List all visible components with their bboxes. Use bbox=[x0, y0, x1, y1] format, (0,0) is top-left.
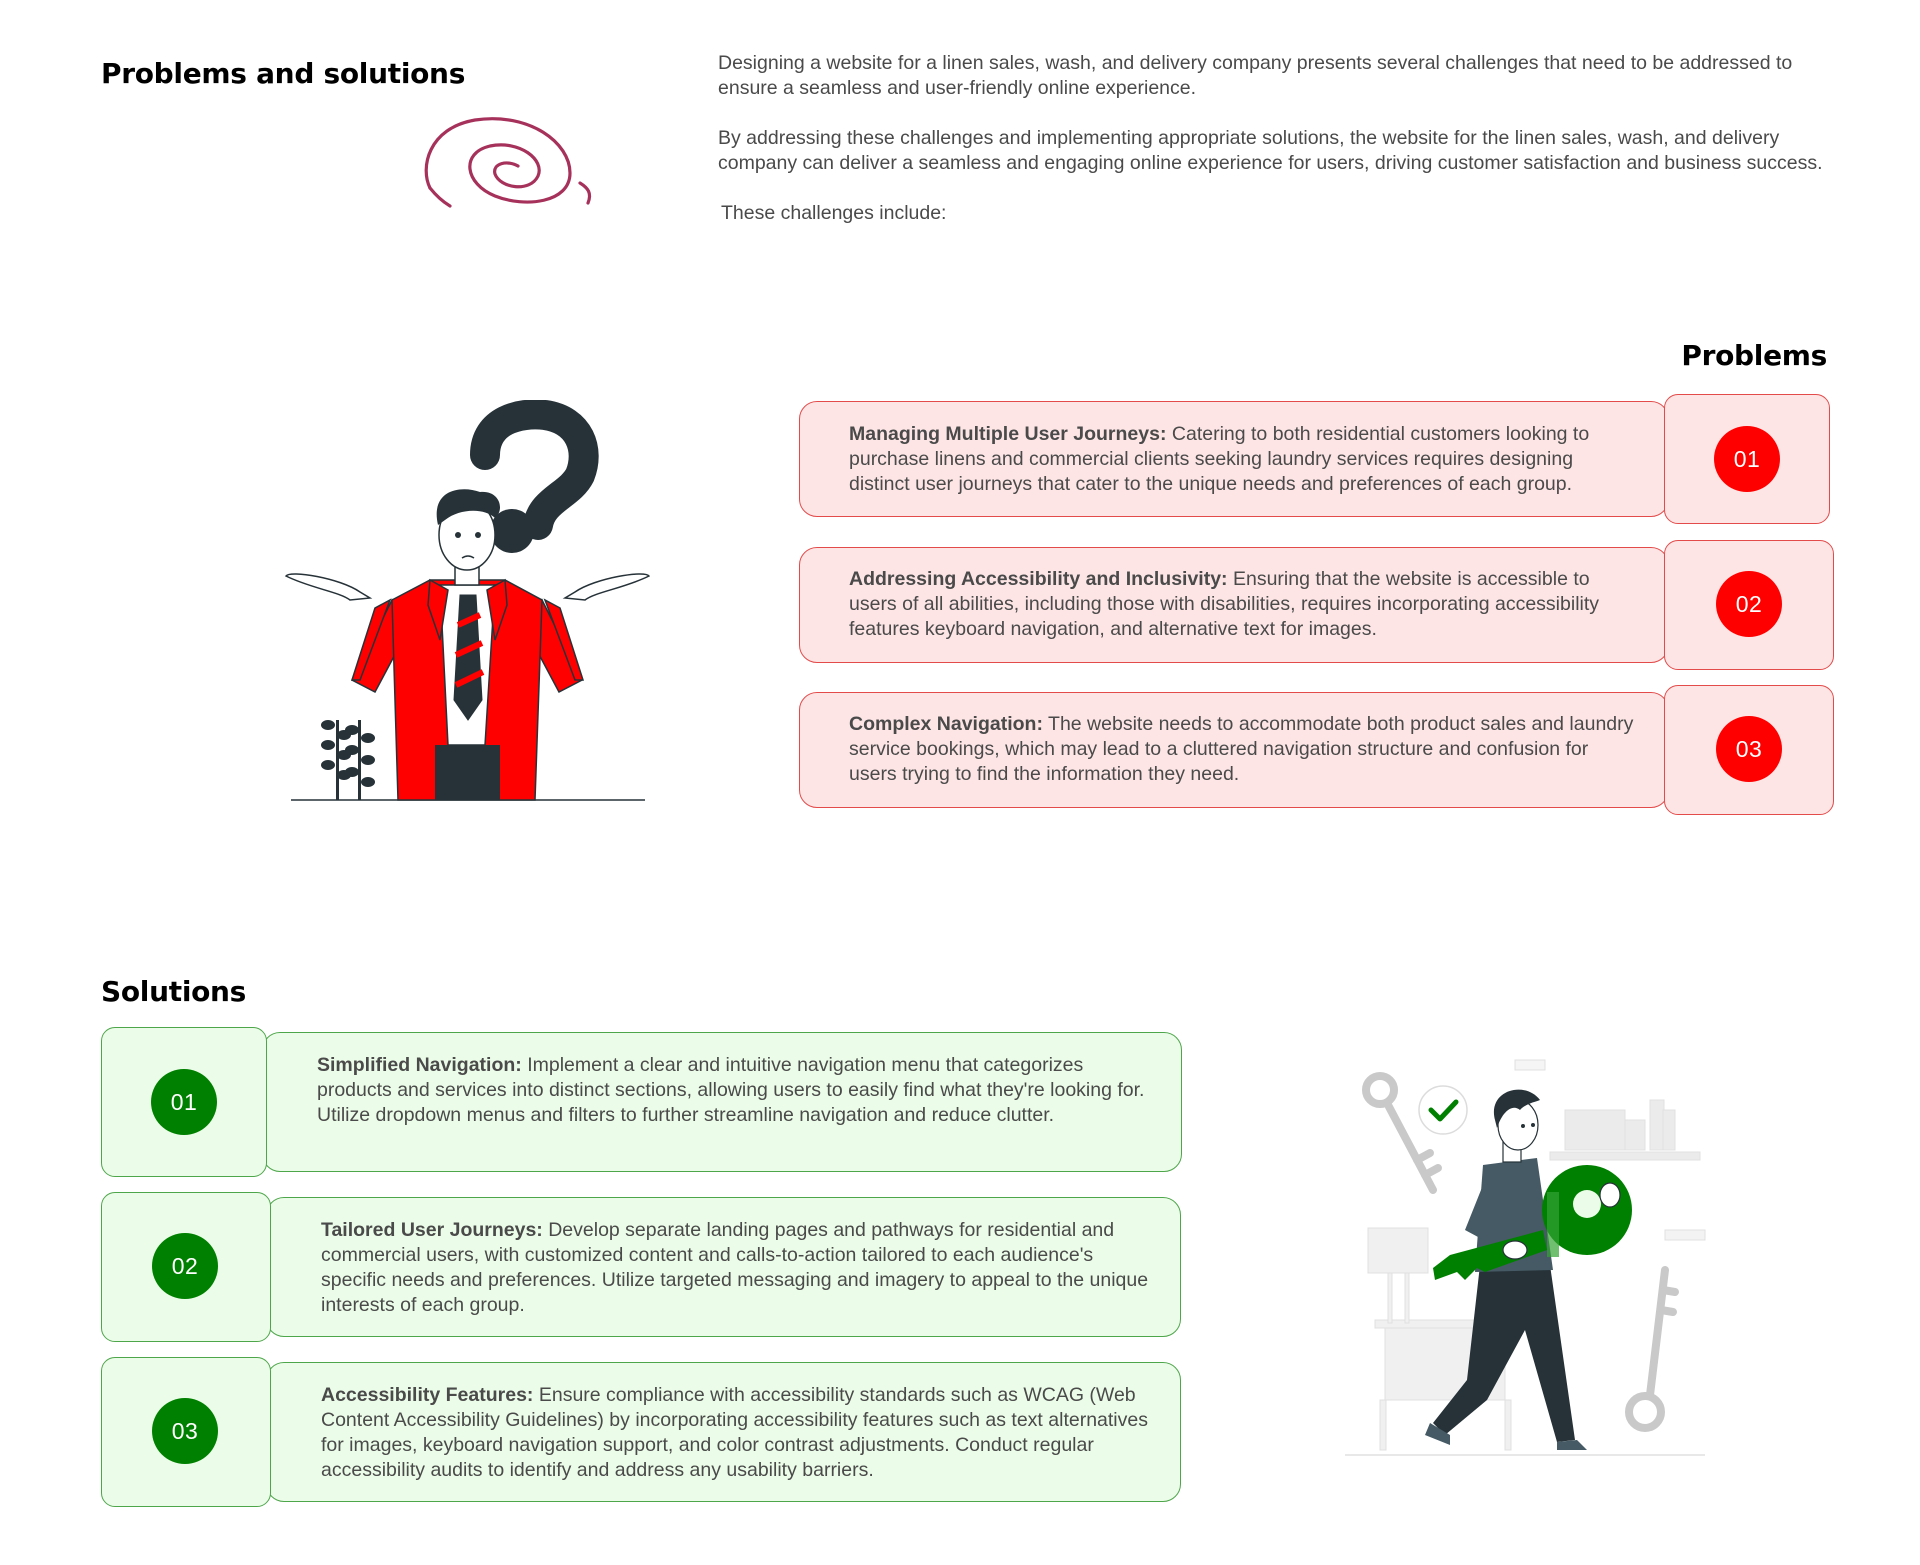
solution-title-3: Accessibility Features: bbox=[321, 1384, 534, 1406]
man-carrying-key-illustration bbox=[1325, 1040, 1725, 1470]
problem-body-1: Catering to both residential customers looking to purchase linens and commercial clients seeking laundry services requires designing distinct user journeys that cater to the unique needs and preferences of each group. bbox=[849, 423, 1590, 495]
problem-body-2: Ensuring that the website is accessible to users of all abilities, including those with disabilities, requires incorporating accessibility features keyboard navigation, and alternative text for images. bbox=[849, 568, 1600, 640]
solution-title-1: Simplified Navigation: bbox=[317, 1054, 522, 1076]
solution-body-1: Implement a clear and intuitive navigation menu that categorizes products and services into distinct sections, allowing users to easily find what they're looking for. Utilize dropdown menus and filters to further streamline navigation and reduce clutter. bbox=[317, 1054, 1145, 1126]
confused-man-illustration bbox=[280, 400, 660, 805]
page-title: Problems and solutions bbox=[101, 57, 466, 90]
intro-paragraph-2: By addressing these challenges and implementing appropriate solutions, the website for the linen sales, wash, and delivery company can deliver a seamless and engaging online experience for users, driving customer satisfaction and business success. bbox=[718, 127, 1823, 174]
solution-body-2: Develop separate landing pages and pathways for residential and commercial users, with customized content and calls-to-action tailored to each audience's specific needs and preferences. Utilize targeted messaging and imagery to appeal to the unique interests of each group. bbox=[321, 1219, 1149, 1316]
problem-title-2: Addressing Accessibility and Inclusivity: bbox=[849, 568, 1228, 590]
solution-text-3 bbox=[321, 1383, 1161, 1483]
intro-lead: These challenges include: bbox=[721, 202, 947, 224]
solution-number-1: 01 bbox=[151, 1069, 217, 1135]
solutions-heading: Solutions bbox=[101, 975, 247, 1008]
problem-number-1: 01 bbox=[1714, 426, 1780, 492]
problems-heading: Problems bbox=[1681, 339, 1827, 372]
solution-number-3: 03 bbox=[152, 1398, 218, 1464]
problem-title-1: Managing Multiple User Journeys: bbox=[849, 423, 1167, 445]
swirl-scribble-icon bbox=[420, 108, 595, 218]
solution-title-2: Tailored User Journeys: bbox=[321, 1219, 543, 1241]
solution-text-2 bbox=[321, 1218, 1161, 1318]
problem-text-2 bbox=[849, 567, 1634, 642]
intro-section bbox=[718, 51, 1828, 251]
problem-number-3: 03 bbox=[1716, 716, 1782, 782]
solution-body-3: Ensure compliance with accessibility standards such as WCAG (Web Content Accessibility Guidelines) by incorporating accessibility features such as text alternatives for images, keyboard navigation support, and color contrast adjustments. Conduct regular accessibility audits to identify and address any usability barriers. bbox=[321, 1384, 1148, 1481]
problem-text-1 bbox=[849, 422, 1634, 497]
problem-text-3 bbox=[849, 712, 1634, 787]
solution-text-1 bbox=[317, 1053, 1157, 1128]
solution-number-2: 02 bbox=[152, 1233, 218, 1299]
problem-title-3: Complex Navigation: bbox=[849, 713, 1043, 735]
problem-body-3: The website needs to accommodate both product sales and laundry service bookings, which may lead to a cluttered navigation structure and confusion for users trying to find the information they need. bbox=[849, 713, 1634, 785]
problem-number-2: 02 bbox=[1716, 571, 1782, 637]
intro-paragraph-1: Designing a website for a linen sales, wash, and delivery company presents several challenges that need to be addressed to ensure a seamless and user-friendly online experience. bbox=[718, 52, 1793, 99]
